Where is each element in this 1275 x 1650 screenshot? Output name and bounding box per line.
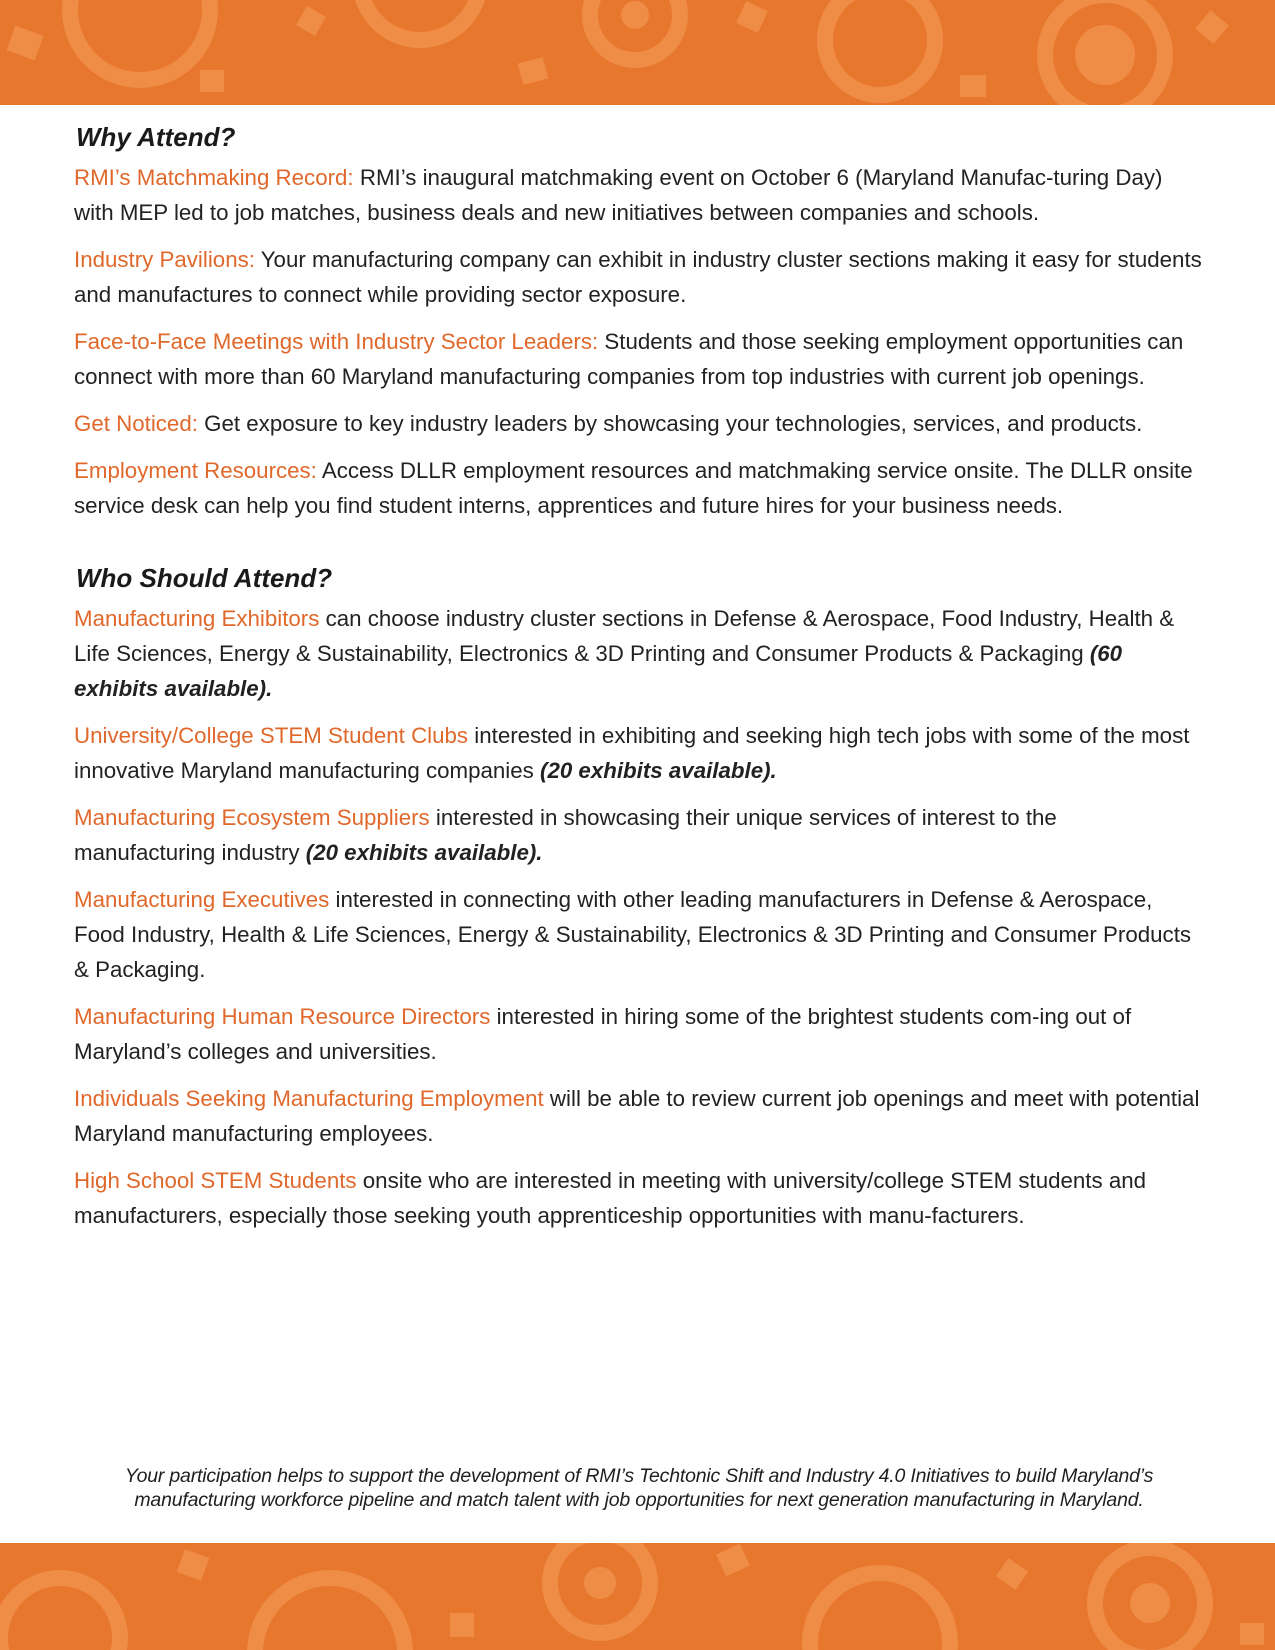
who-item-label: Manufacturing Ecosystem Suppliers (74, 805, 430, 830)
who-item-label: Individuals Seeking Manufacturing Employment (74, 1086, 544, 1111)
who-item-label: Manufacturing Executives (74, 887, 330, 912)
who-item (74, 718, 1204, 788)
why-item (74, 242, 1204, 312)
main-content (74, 120, 1204, 1245)
exhibits-note: (20 exhibits available). (305, 840, 543, 865)
why-attend-list (74, 160, 1204, 523)
why-item (74, 160, 1204, 230)
why-item-label: Get Noticed: (74, 411, 198, 436)
who-item-text: interested in connecting with other leading manufacturers in Defense & Aerospace, Food Industry, Health & Life Sciences, Energy & Sustainability, Electronics & 3D Printing and Consumer Products & Packaging. (74, 887, 1192, 982)
who-should-attend-heading: Who Should Attend? (76, 563, 333, 593)
who-item-text: will be able to review current job openings and meet with potential Maryland manufacturing employees. (74, 1086, 1200, 1146)
why-item (74, 453, 1204, 523)
why-item (74, 406, 1204, 441)
who-item-text: can choose industry cluster sections in Defense & Aerospace, Food Industry, Health & Life Sciences, Energy & Sustainability, Electronics & 3D Printing and Consumer Products & Packaging (74, 606, 1175, 666)
gears-pattern-icon (0, 0, 1275, 105)
who-item-text: interested in hiring some of the brightest students com-ing out of Maryland’s colleges and universities. (74, 1004, 1132, 1064)
who-item (74, 800, 1204, 870)
why-item-text: Students and those seeking employment opportunities can connect with more than 60 Maryland manufacturing companies from top industries with current job openings. (74, 329, 1184, 389)
gears-pattern-icon (0, 1543, 1275, 1650)
who-item-label: University/College STEM Student Clubs (74, 723, 469, 748)
who-item (74, 882, 1204, 987)
why-item-label: Industry Pavilions: (74, 247, 255, 272)
why-attend-heading: Why Attend? (76, 122, 236, 152)
who-should-attend-list (74, 601, 1204, 1233)
why-item-label: Employment Resources: (74, 458, 317, 483)
who-item (74, 999, 1204, 1069)
who-item-text: interested in exhibiting and seeking high tech jobs with some of the most innovative Maryland manufacturing companies (74, 723, 1190, 783)
why-item-text: Access DLLR employment resources and matchmaking service onsite. The DLLR onsite service desk can help you find student interns, apprentices and future hires for your business needs. (74, 458, 1193, 518)
exhibits-note: (60 exhibits available). (74, 641, 1123, 701)
who-item (74, 1081, 1204, 1151)
bottom-banner (0, 1543, 1275, 1650)
who-item (74, 601, 1204, 706)
why-item-label: RMI’s Matchmaking Record: (74, 165, 354, 190)
who-item-text: onsite who are interested in meeting with university/college STEM students and manufacturers, especially those seeking youth apprenticeship opportunities with manu-facturers. (74, 1168, 1147, 1228)
why-item-text: RMI’s inaugural matchmaking event on October 6 (Maryland Manufac-turing Day) with MEP led to job matches, business deals and new initiatives between companies and schools. (74, 165, 1163, 225)
why-item (74, 324, 1204, 394)
top-banner (0, 0, 1275, 105)
who-item-text: interested in showcasing their unique services of interest to the manufacturing industry (74, 805, 1057, 865)
who-item-label: High School STEM Students (74, 1168, 357, 1193)
why-item-label: Face-to-Face Meetings with Industry Sector Leaders: (74, 329, 599, 354)
why-item-text: Get exposure to key industry leaders by showcasing your technologies, services, and products. (197, 411, 1143, 436)
why-item-text: Your manufacturing company can exhibit in industry cluster sections making it easy for students and manufactures to connect while providing sector exposure. (74, 247, 1202, 307)
participation-note: Your participation helps to support the development of RMI’s Techtonic Shift and Industry 4.0 Initiatives to build Maryland’s manufacturing workforce pipeline and match talent with job opportunities for next generation manufacturing in Maryland. (124, 1465, 1154, 1511)
who-item-label: Manufacturing Exhibitors (74, 606, 320, 631)
who-item (74, 1163, 1204, 1233)
who-item-label: Manufacturing Human Resource Directors (74, 1004, 491, 1029)
exhibits-note: (20 exhibits available). (540, 758, 777, 783)
